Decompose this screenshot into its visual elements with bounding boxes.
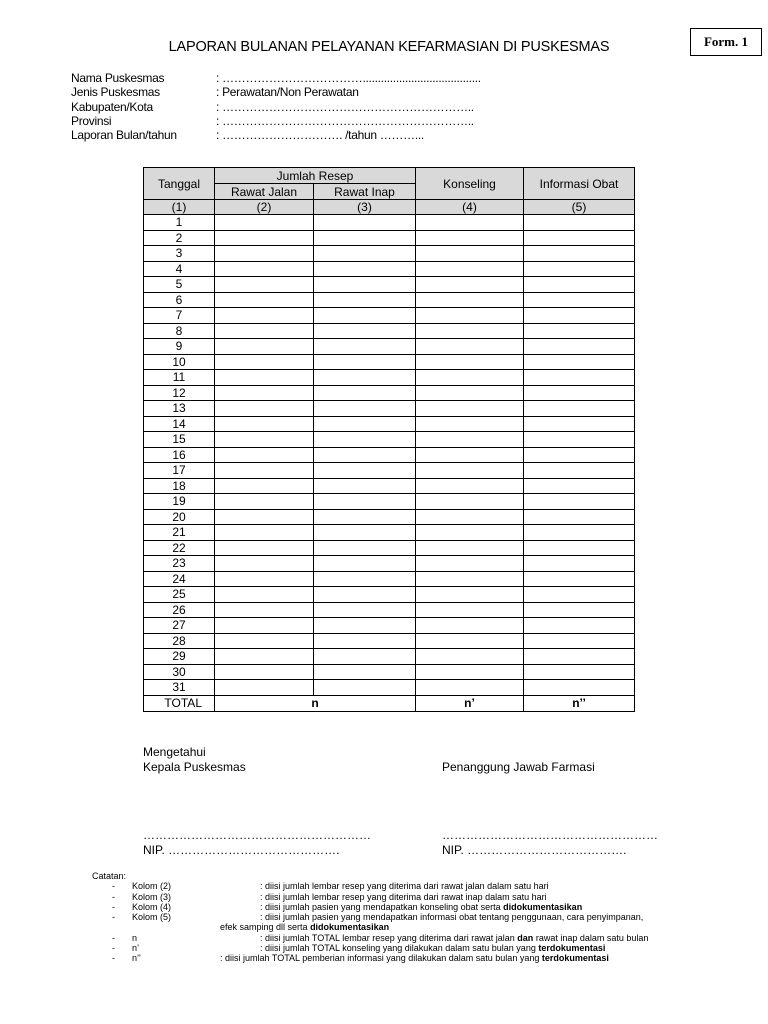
table-row <box>144 401 635 417</box>
konseling-cell <box>416 618 524 634</box>
table-row <box>144 370 635 386</box>
rawat-inap-cell <box>314 277 416 293</box>
table-row <box>144 354 635 370</box>
table-row <box>144 385 635 401</box>
informasi-obat-cell <box>524 261 635 277</box>
day-rows <box>144 215 635 696</box>
info-value: : …………………………. /tahun ………... <box>216 128 424 143</box>
informasi-obat-cell <box>524 401 635 417</box>
note-desc-text: : diisi jumlah TOTAL konseling yang dilakukan dalam satu bulan yang <box>260 943 536 954</box>
informasi-obat-cell <box>524 323 635 339</box>
table-row <box>144 509 635 525</box>
konseling-cell <box>416 571 524 587</box>
table-row <box>144 432 635 448</box>
day-number-cell: 12 <box>144 385 215 401</box>
rawat-jalan-cell <box>215 354 314 370</box>
konseling-cell <box>416 261 524 277</box>
day-number-cell: 26 <box>144 602 215 618</box>
rawat-inap-cell <box>314 432 416 448</box>
rawat-jalan-cell <box>215 540 314 556</box>
konseling-cell <box>416 215 524 231</box>
rawat-inap-cell <box>314 246 416 262</box>
table-row <box>144 447 635 463</box>
rawat-jalan-cell <box>215 664 314 680</box>
konseling-cell <box>416 354 524 370</box>
table-row <box>144 664 635 680</box>
column-index: (1) <box>144 200 215 215</box>
konseling-cell <box>416 432 524 448</box>
day-number-cell: 6 <box>144 292 215 308</box>
table-row <box>144 633 635 649</box>
note-desc <box>220 922 389 932</box>
table-row <box>144 292 635 308</box>
informasi-obat-cell <box>524 354 635 370</box>
rawat-jalan-cell <box>215 292 314 308</box>
informasi-obat-cell <box>524 587 635 603</box>
table-row <box>144 261 635 277</box>
signature-right-nip: NIP. …………………………………. <box>442 843 627 857</box>
info-label: Kabupaten/Kota <box>71 99 153 114</box>
informasi-obat-cell <box>524 230 635 246</box>
day-number-cell: 11 <box>144 370 215 386</box>
note-desc-text: : diisi jumlah TOTAL lembar resep yang diterima dari rawat jalan <box>260 932 515 943</box>
table-row <box>144 618 635 634</box>
note-emphasis: dan <box>517 932 534 943</box>
info-label: Jenis Puskesmas <box>71 85 160 100</box>
note-key: Kolom (2) <box>132 881 172 892</box>
rawat-jalan-cell <box>215 261 314 277</box>
table-row <box>144 587 635 603</box>
note-kolom-5-continued <box>92 922 390 933</box>
day-number-cell: 2 <box>144 230 215 246</box>
rawat-jalan-cell <box>215 277 314 293</box>
info-value: : ……………………………………………………….. <box>216 113 474 128</box>
informasi-obat-cell <box>524 416 635 432</box>
informasi-obat-cell <box>524 633 635 649</box>
informasi-obat-cell <box>524 215 635 231</box>
rawat-jalan-cell <box>215 633 314 649</box>
konseling-cell <box>416 308 524 324</box>
day-number-cell: 29 <box>144 649 215 665</box>
signature-mengetahui: Mengetahui <box>143 745 206 759</box>
informasi-obat-cell <box>524 447 635 463</box>
informasi-obat-cell <box>524 432 635 448</box>
total-n-cell: n <box>215 695 416 711</box>
note-bullet: - <box>112 881 115 892</box>
konseling-cell <box>416 447 524 463</box>
rawat-inap-cell <box>314 370 416 386</box>
rawat-jalan-cell <box>215 509 314 525</box>
rawat-jalan-cell <box>215 215 314 231</box>
rawat-inap-cell <box>314 556 416 572</box>
konseling-cell <box>416 602 524 618</box>
rawat-jalan-cell <box>215 432 314 448</box>
table-row <box>144 230 635 246</box>
note-kolom-3 <box>92 891 547 902</box>
header-konseling: Konseling <box>416 168 524 200</box>
note-desc: : diisi jumlah lembar resep yang diterima dari rawat jalan dalam satu hari <box>260 881 549 892</box>
rawat-inap-cell <box>314 339 416 355</box>
total-row <box>144 695 635 711</box>
report-table <box>143 167 635 712</box>
konseling-cell <box>416 556 524 572</box>
rawat-jalan-cell <box>215 339 314 355</box>
info-row-provinsi <box>71 114 481 128</box>
konseling-cell <box>416 292 524 308</box>
note-bullet: - <box>112 953 115 964</box>
konseling-cell <box>416 540 524 556</box>
konseling-cell <box>416 339 524 355</box>
day-number-cell: 10 <box>144 354 215 370</box>
info-label: Nama Puskesmas <box>71 71 165 85</box>
note-emphasis: terdokumentasi <box>538 943 606 954</box>
konseling-cell <box>416 416 524 432</box>
informasi-obat-cell <box>524 509 635 525</box>
signature-right-heading: Penanggung Jawab Farmasi <box>442 760 595 774</box>
informasi-obat-cell <box>524 649 635 665</box>
day-number-cell: 18 <box>144 478 215 494</box>
table-row <box>144 277 635 293</box>
day-number-cell: 1 <box>144 215 215 231</box>
note-bullet: - <box>112 891 115 902</box>
informasi-obat-cell <box>524 525 635 541</box>
rawat-jalan-cell <box>215 649 314 665</box>
rawat-jalan-cell <box>215 323 314 339</box>
rawat-jalan-cell <box>215 463 314 479</box>
rawat-inap-cell <box>314 230 416 246</box>
table-row <box>144 463 635 479</box>
day-number-cell: 27 <box>144 618 215 634</box>
note-desc <box>260 933 648 943</box>
konseling-cell <box>416 633 524 649</box>
rawat-jalan-cell <box>215 602 314 618</box>
informasi-obat-cell <box>524 540 635 556</box>
signature-left-dots: ………………………………………………… <box>143 828 371 842</box>
informasi-obat-cell <box>524 556 635 572</box>
konseling-cell <box>416 649 524 665</box>
page-title: LAPORAN BULANAN PELAYANAN KEFARMASIAN DI PUSKESMAS <box>168 39 610 55</box>
table-row <box>144 478 635 494</box>
konseling-cell <box>416 680 524 696</box>
day-number-cell: 31 <box>144 680 215 696</box>
rawat-inap-cell <box>314 571 416 587</box>
column-index: (3) <box>314 200 416 215</box>
rawat-inap-cell <box>314 261 416 277</box>
table-row <box>144 649 635 665</box>
rawat-inap-cell <box>314 385 416 401</box>
table-row <box>144 602 635 618</box>
header-rawat-inap: Rawat Inap <box>314 184 416 200</box>
note-emphasis: terdokumentasi <box>541 953 609 964</box>
rawat-jalan-cell <box>215 416 314 432</box>
note-desc: : diisi jumlah lembar resep yang diterima dari rawat inap dalam satu hari <box>260 891 547 902</box>
info-value: : ………………………………....................................... <box>216 71 481 85</box>
informasi-obat-cell <box>524 246 635 262</box>
rawat-inap-cell <box>314 308 416 324</box>
rawat-jalan-cell <box>215 680 314 696</box>
table-row <box>144 323 635 339</box>
rawat-inap-cell <box>314 664 416 680</box>
day-number-cell: 19 <box>144 494 215 510</box>
informasi-obat-cell <box>524 571 635 587</box>
info-row-kabupaten-kota <box>71 100 481 114</box>
rawat-jalan-cell <box>215 587 314 603</box>
note-bullet: - <box>112 943 115 954</box>
rawat-inap-cell <box>314 602 416 618</box>
rawat-inap-cell <box>314 509 416 525</box>
rawat-jalan-cell <box>215 571 314 587</box>
rawat-inap-cell <box>314 401 416 417</box>
table-row <box>144 680 635 696</box>
informasi-obat-cell <box>524 370 635 386</box>
note-n2 <box>92 953 609 964</box>
table-row <box>144 540 635 556</box>
day-number-cell: 21 <box>144 525 215 541</box>
day-number-cell: 20 <box>144 509 215 525</box>
note-bullet: - <box>112 912 115 923</box>
note-desc <box>220 953 609 963</box>
header-rawat-jalan: Rawat Jalan <box>215 184 314 200</box>
konseling-cell <box>416 277 524 293</box>
info-value: : ……………………………………………………….. <box>216 99 474 114</box>
day-number-cell: 8 <box>144 323 215 339</box>
informasi-obat-cell <box>524 680 635 696</box>
informasi-obat-cell <box>524 339 635 355</box>
rawat-inap-cell <box>314 525 416 541</box>
rawat-inap-cell <box>314 354 416 370</box>
note-emphasis: didokumentasikan <box>503 901 583 912</box>
table-row <box>144 416 635 432</box>
note-key: Kolom (4) <box>132 901 172 912</box>
konseling-cell <box>416 246 524 262</box>
rawat-inap-cell <box>314 618 416 634</box>
konseling-cell <box>416 370 524 386</box>
table-row <box>144 339 635 355</box>
signature-right-dots: ……………………………………………… <box>442 828 658 842</box>
notes-title: Catatan: <box>92 871 127 881</box>
note-kolom-5 <box>92 912 644 923</box>
day-number-cell: 23 <box>144 556 215 572</box>
day-number-cell: 3 <box>144 246 215 262</box>
konseling-cell <box>416 323 524 339</box>
note-key: n <box>132 932 138 943</box>
rawat-jalan-cell <box>215 556 314 572</box>
rawat-inap-cell <box>314 215 416 231</box>
note-emphasis: didokumentasikan <box>310 922 390 933</box>
konseling-cell <box>416 401 524 417</box>
note-key: n’’ <box>132 953 141 964</box>
rawat-inap-cell <box>314 323 416 339</box>
informasi-obat-cell <box>524 618 635 634</box>
rawat-inap-cell <box>314 633 416 649</box>
column-index-row <box>144 200 635 215</box>
konseling-cell <box>416 463 524 479</box>
info-label: Provinsi <box>71 113 112 128</box>
rawat-jalan-cell <box>215 230 314 246</box>
informasi-obat-cell <box>524 494 635 510</box>
rawat-inap-cell <box>314 416 416 432</box>
signature-left-heading <box>143 745 246 775</box>
note-desc-text: : diisi jumlah pasien yang mendapatkan konseling obat serta <box>260 901 501 912</box>
note-desc-text: : diisi jumlah TOTAL pemberian informasi yang dilakukan dalam satu bulan yang <box>220 953 540 964</box>
day-number-cell: 25 <box>144 587 215 603</box>
konseling-cell <box>416 494 524 510</box>
info-row-jenis-puskesmas <box>71 85 481 99</box>
day-number-cell: 16 <box>144 447 215 463</box>
rawat-jalan-cell <box>215 385 314 401</box>
day-number-cell: 4 <box>144 261 215 277</box>
informasi-obat-cell <box>524 292 635 308</box>
header-tanggal: Tanggal <box>144 168 215 200</box>
note-desc: : diisi jumlah pasien yang mendapatkan informasi obat tentang penggunaan, cara penyimpanan, <box>260 912 644 923</box>
info-row-nama-puskesmas <box>71 71 481 85</box>
table-row <box>144 308 635 324</box>
rawat-inap-cell <box>314 292 416 308</box>
rawat-jalan-cell <box>215 308 314 324</box>
rawat-inap-cell <box>314 587 416 603</box>
table-row <box>144 571 635 587</box>
rawat-inap-cell <box>314 478 416 494</box>
rawat-jalan-cell <box>215 478 314 494</box>
rawat-jalan-cell <box>215 447 314 463</box>
total-n1-cell: n’ <box>416 695 524 711</box>
notes-block <box>92 871 649 964</box>
day-number-cell: 15 <box>144 432 215 448</box>
informasi-obat-cell <box>524 385 635 401</box>
rawat-inap-cell <box>314 680 416 696</box>
day-number-cell: 13 <box>144 401 215 417</box>
info-row-laporan-bulan-tahun <box>71 128 481 142</box>
informasi-obat-cell <box>524 463 635 479</box>
note-key: Kolom (3) <box>132 891 172 902</box>
signature-kepala-puskesmas: Kepala Puskesmas <box>143 760 246 774</box>
note-bullet: - <box>112 901 115 912</box>
konseling-cell <box>416 525 524 541</box>
rawat-jalan-cell <box>215 525 314 541</box>
rawat-inap-cell <box>314 463 416 479</box>
day-number-cell: 7 <box>144 308 215 324</box>
konseling-cell <box>416 385 524 401</box>
rawat-jalan-cell <box>215 370 314 386</box>
day-number-cell: 28 <box>144 633 215 649</box>
rawat-jalan-cell <box>215 494 314 510</box>
informasi-obat-cell <box>524 664 635 680</box>
note-key: n’ <box>132 943 140 954</box>
konseling-cell <box>416 587 524 603</box>
note-key: Kolom (5) <box>132 912 172 923</box>
rawat-inap-cell <box>314 540 416 556</box>
note-desc <box>260 943 605 953</box>
table-row <box>144 494 635 510</box>
note-n <box>92 932 649 943</box>
column-index: (5) <box>524 200 635 215</box>
informasi-obat-cell <box>524 277 635 293</box>
konseling-cell <box>416 509 524 525</box>
rawat-inap-cell <box>314 494 416 510</box>
table-row <box>144 246 635 262</box>
signature-left-nip: NIP. ……………………………………. <box>143 843 340 857</box>
info-value: : Perawatan/Non Perawatan <box>216 85 359 100</box>
table-row <box>144 556 635 572</box>
total-label: TOTAL <box>144 695 215 711</box>
day-number-cell: 17 <box>144 463 215 479</box>
table-row <box>144 215 635 231</box>
day-number-cell: 9 <box>144 339 215 355</box>
rawat-inap-cell <box>314 447 416 463</box>
day-number-cell: 14 <box>144 416 215 432</box>
table-row <box>144 525 635 541</box>
day-number-cell: 22 <box>144 540 215 556</box>
day-number-cell: 30 <box>144 664 215 680</box>
informasi-obat-cell <box>524 308 635 324</box>
day-number-cell: 24 <box>144 571 215 587</box>
note-n1 <box>92 943 606 954</box>
info-label: Laporan Bulan/tahun <box>71 128 177 143</box>
note-kolom-2 <box>92 881 549 892</box>
report-info-block <box>71 71 481 142</box>
note-desc-text: rawat inap dalam satu bulan <box>535 932 649 943</box>
note-desc-text: efek samping dll serta <box>220 922 308 933</box>
day-number-cell: 5 <box>144 277 215 293</box>
rawat-jalan-cell <box>215 618 314 634</box>
note-bullet: - <box>112 932 115 943</box>
rawat-jalan-cell <box>215 246 314 262</box>
rawat-inap-cell <box>314 649 416 665</box>
informasi-obat-cell <box>524 478 635 494</box>
header-informasi-obat: Informasi Obat <box>524 168 635 200</box>
konseling-cell <box>416 478 524 494</box>
konseling-cell <box>416 230 524 246</box>
column-index: (4) <box>416 200 524 215</box>
column-index: (2) <box>215 200 314 215</box>
rawat-jalan-cell <box>215 401 314 417</box>
note-kolom-4 <box>92 901 583 912</box>
header-jumlah-resep: Jumlah Resep <box>215 168 416 184</box>
form-number-box: Form. 1 <box>690 28 762 56</box>
konseling-cell <box>416 664 524 680</box>
total-n2-cell: n’’ <box>524 695 635 711</box>
note-desc <box>260 902 582 912</box>
informasi-obat-cell <box>524 602 635 618</box>
